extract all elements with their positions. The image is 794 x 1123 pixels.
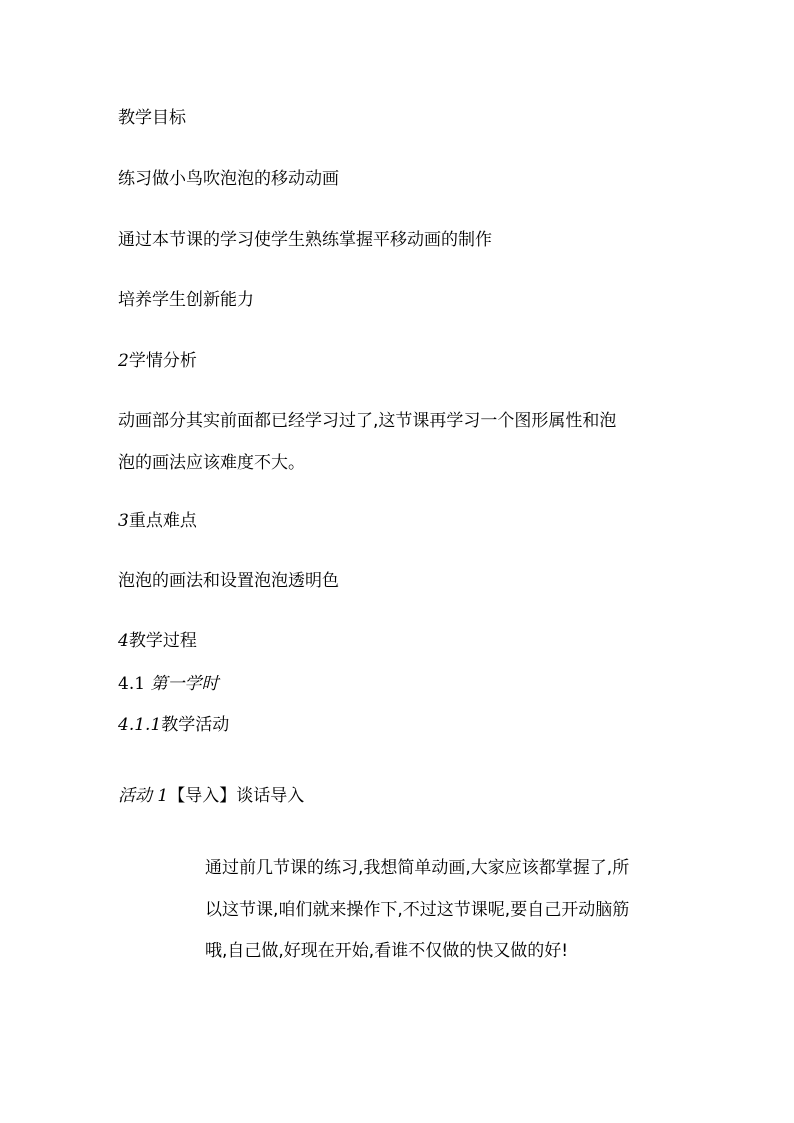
section-number-4-1: 4.1 (118, 674, 151, 694)
section-heading-4-1 (118, 673, 218, 695)
section-title-4-1-1: 教学活动 (161, 715, 230, 735)
section-number-3: 3 (118, 511, 129, 531)
section-heading-3 (118, 510, 197, 532)
analysis-line-1: 动画部分其实前面都已经学习过了,这节课再学习一个图形属性和泡 (118, 411, 617, 431)
analysis-line-2: 泡的画法应该难度不大。 (118, 453, 305, 473)
section-heading-4 (118, 630, 197, 652)
section-title-4: 教学过程 (128, 631, 197, 651)
goal-item-3: 培养学生创新能力 (118, 290, 254, 310)
activity-title: 【导入】谈话导入 (168, 786, 305, 806)
heading-teaching-goals: 教学目标 (118, 108, 186, 128)
section-title-3: 重点难点 (128, 511, 197, 531)
section-number-4: 4 (118, 631, 129, 651)
activity-label: 活动 1 (118, 786, 169, 806)
goal-item-1: 练习做小鸟吹泡泡的移动动画 (118, 169, 339, 189)
section-title-4-1: 第一学时 (150, 674, 219, 694)
section-number-2: 2 (118, 351, 129, 371)
section-title-2: 学情分析 (128, 351, 197, 371)
goal-item-2: 通过本节课的学习使学生熟练掌握平移动画的制作 (118, 230, 492, 250)
section-heading-2 (118, 350, 197, 372)
activity-heading (118, 785, 304, 807)
activity-body-line-3: 哦,自己做,好现在开始,看谁不仅做的快又做的好! (205, 941, 569, 961)
activity-body-line-2: 以这节课,咱们就来操作下,不过这节课呢,要自己开动脑筋 (205, 900, 630, 920)
section-heading-4-1-1 (118, 714, 229, 736)
activity-body-line-1: 通过前几节课的练习,我想简单动画,大家应该都掌握了,所 (205, 858, 630, 878)
key-points-text: 泡泡的画法和设置泡泡透明色 (118, 571, 339, 591)
section-number-4-1-1: 4.1.1 (118, 715, 162, 735)
